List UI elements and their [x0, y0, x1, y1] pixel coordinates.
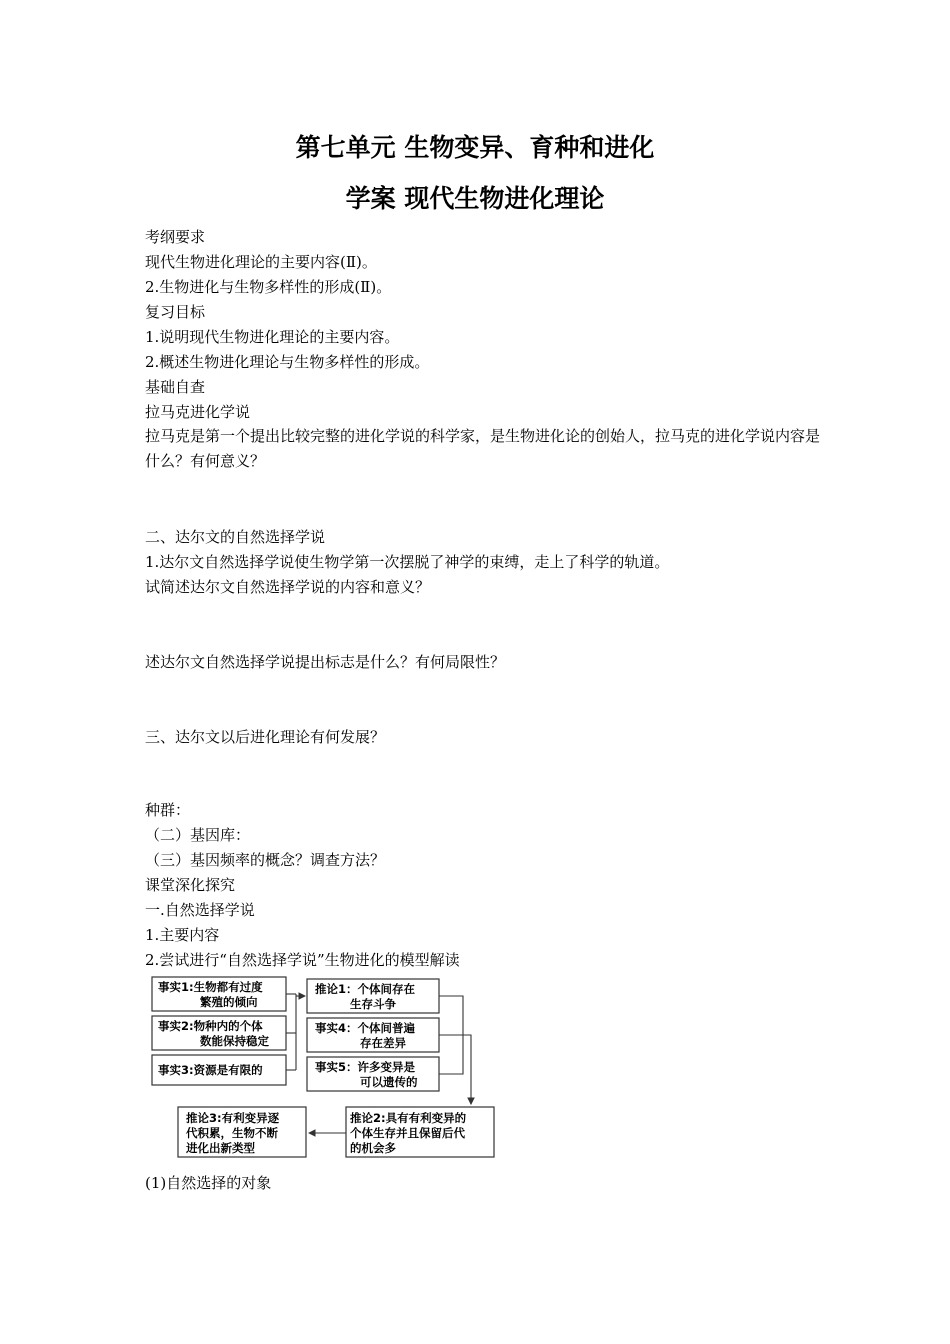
document-subtitle: 学案 现代生物进化理论	[345, 184, 605, 213]
inference-3-box	[178, 1107, 306, 1157]
fact-3-box	[152, 1055, 286, 1085]
heading-main-content: 1.主要内容	[145, 926, 220, 944]
inference-3-line-1: 推论3:有利变异逐	[186, 1111, 280, 1125]
fact-5-line-2: 可以遗传的	[360, 1075, 418, 1089]
inference-1-line-1: 推论1：个体间存在	[315, 982, 416, 996]
darwin-question-limits: 述达尔文自然选择学说提出标志是什么？有何局限性？	[145, 653, 506, 671]
heading-model-reading: 2.尝试进行“自然选择学说”生物进化的模型解读	[145, 951, 460, 969]
inference-2-line-2: 个体生存并且保留后代	[350, 1126, 465, 1140]
fact-1-line-1: 事实1:生物都有过度	[158, 980, 263, 994]
fact-4-box	[307, 1018, 439, 1052]
term-population: 种群：	[145, 801, 191, 819]
inference-2-line-1: 推论2:具有有利变异的	[350, 1111, 467, 1125]
connector-to-inference-2	[439, 996, 471, 1104]
inference-3-line-3: 进化出新类型	[186, 1141, 255, 1155]
document-title: 第七单元 生物变异、育种和进化	[295, 133, 655, 162]
heading-natural-selection: 一.自然选择学说	[145, 901, 255, 919]
goal-1: 1.说明现代生物进化理论的主要内容。	[145, 328, 400, 346]
fact-5-line-1: 事实5：许多变异是	[315, 1060, 416, 1074]
fact-3-line-1: 事实3:资源是有限的	[158, 1063, 263, 1077]
section-basic-check: 基础自查	[145, 378, 206, 396]
darwin-question-content: 试简述达尔文自然选择学说的内容和意义？	[145, 578, 431, 596]
term-gene-pool: （二）基因库：	[145, 826, 251, 844]
goal-2: 2.概述生物进化理论与生物多样性的形成。	[145, 353, 430, 371]
heading-post-darwin: 三、达尔文以后进化理论有何发展？	[145, 728, 386, 746]
heading-selection-object: (1)自然选择的对象	[145, 1174, 272, 1192]
fact-4-line-2: 存在差异	[360, 1036, 406, 1050]
fact-2-box	[152, 1016, 286, 1050]
natural-selection-model-diagram	[150, 975, 500, 1163]
inference-2-box	[346, 1107, 494, 1157]
inference-1-line-2: 生存斗争	[350, 997, 396, 1011]
inference-3-line-2: 代积累，生物不断	[186, 1126, 278, 1140]
lamarck-question: 拉马克是第一个提出比较完整的进化学说的科学家，是生物进化论的创始人，拉马克的进化学说内容是什么？有何意义？	[145, 427, 821, 470]
fact-2-line-1: 事实2:物种内的个体	[158, 1019, 263, 1033]
fact-1-box	[152, 977, 286, 1011]
fact-5-box	[307, 1057, 439, 1091]
inference-2-line-3: 的机会多	[350, 1141, 396, 1155]
darwin-statement: 1.达尔文自然选择学说使生物学第一次摆脱了神学的束缚，走上了科学的轨道。	[145, 553, 670, 571]
fact-1-line-2: 繁殖的倾向	[200, 995, 258, 1009]
inference-1-box	[307, 979, 439, 1013]
requirement-2: 2.生物进化与生物多样性的形成(Ⅱ)。	[145, 278, 392, 296]
requirement-1: 现代生物进化理论的主要内容(Ⅱ)。	[145, 253, 377, 271]
section-classroom-inquiry: 课堂深化探究	[145, 876, 236, 894]
heading-lamarck: 拉马克进化学说	[145, 403, 251, 421]
heading-darwin: 二、达尔文的自然选择学说	[145, 528, 326, 546]
term-gene-frequency: （三）基因频率的概念？调查方法？	[145, 851, 386, 869]
section-review-goals: 复习目标	[145, 303, 206, 321]
connector-facts-to-inference-1	[286, 994, 305, 1070]
section-exam-requirements: 考纲要求	[145, 228, 206, 246]
fact-2-line-2: 数能保持稳定	[200, 1034, 269, 1048]
fact-4-line-1: 事实4：个体间普遍	[315, 1021, 416, 1035]
